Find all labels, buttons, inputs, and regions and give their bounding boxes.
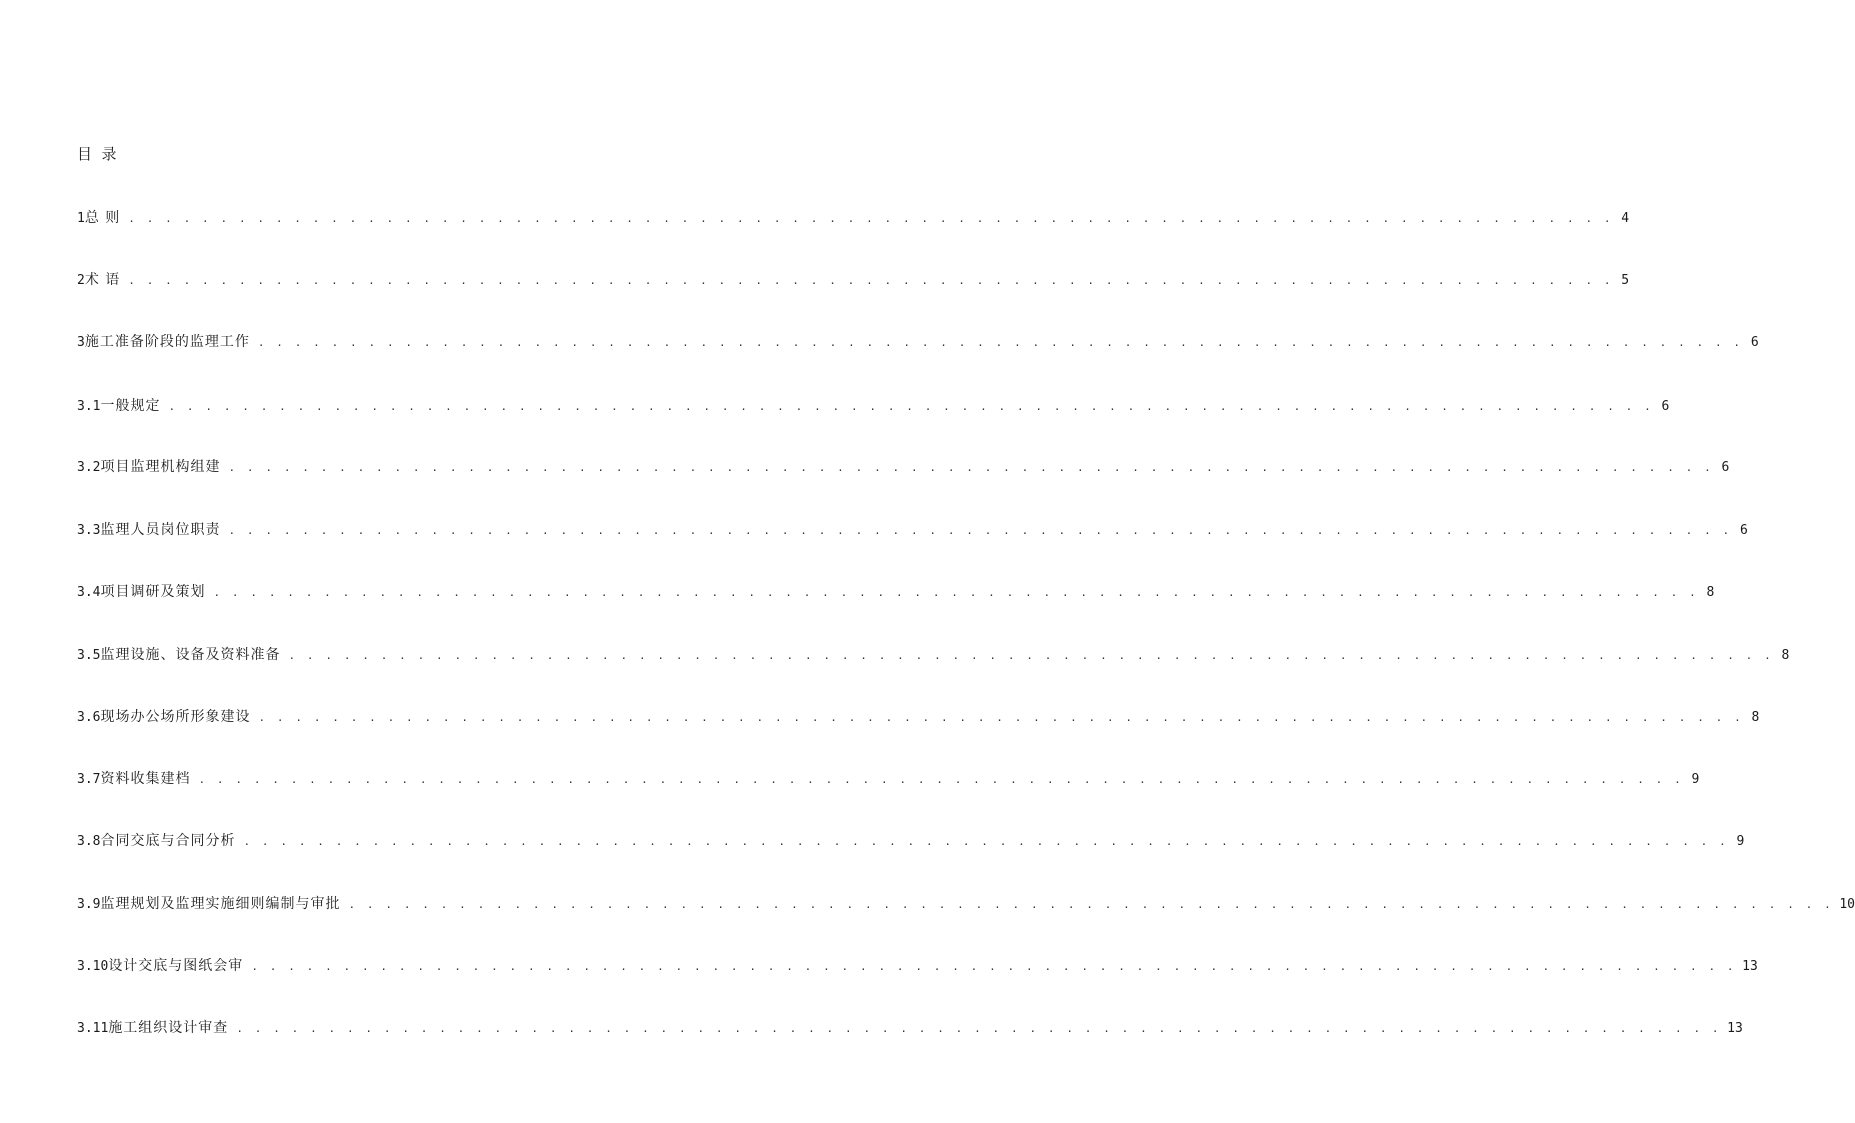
toc-entry-3-7[interactable]	[77, 767, 1700, 791]
toc-entry-page: 6	[1750, 335, 1759, 350]
toc-leader-dots: . . . . . . . . . . . . . . . . . . . . . . . . . . . . . . . . . . . . . . . . . . . . . . . . . . . . . . . . . . . . . . . . . . . . . . . . . . . . . . . . .	[236, 1022, 1722, 1035]
toc-leader-dots: . . . . . . . . . . . . . . . . . . . . . . . . . . . . . . . . . . . . . . . . . . . . . . . . . . . . . . . . . . . . . . . . . . . . . . . . . . . . . . . . .	[348, 898, 1834, 911]
toc-entry-number: 3.4	[77, 585, 101, 600]
toc-entry-number: 3.1	[77, 399, 101, 414]
toc-entry-3-8[interactable]	[77, 829, 1745, 853]
toc-leader-dots: . . . . . . . . . . . . . . . . . . . . . . . . . . . . . . . . . . . . . . . . . . . . . . . . . . . . . . . . . . . . . . . . . . . . . . . . . . . . . . . . .	[128, 274, 1614, 287]
toc-entry-page: 8	[1781, 648, 1790, 663]
toc-leader-dots: . . . . . . . . . . . . . . . . . . . . . . . . . . . . . . . . . . . . . . . . . . . . . . . . . . . . . . . . . . . . . . . . . . . . . . . . . . . . . . . . . .	[228, 524, 1732, 537]
toc-entry-text: 项目监理机构组建	[100, 459, 221, 475]
toc-entry-page: 9	[1691, 772, 1700, 787]
toc-leader-dots: . . . . . . . . . . . . . . . . . . . . . . . . . . . . . . . . . . . . . . . . . . . . . . . . . . . . . . . . . . . . . . . . . . . . . . . . . . . . . . . . .	[213, 586, 1699, 599]
toc-entry-3-2[interactable]	[77, 455, 1730, 479]
toc-entry-number: 3.2	[77, 460, 101, 475]
toc-entry-text: 监理规划及监理实施细则编制与审批	[100, 896, 341, 912]
toc-entry-number: 3.8	[77, 834, 101, 849]
toc-leader-dots: . . . . . . . . . . . . . . . . . . . . . . . . . . . . . . . . . . . . . . . . . . . . . . . . . . . . . . . . . . . . . . . . . . . . . . . . . . . . . . . . .	[128, 212, 1614, 225]
toc-entry-3-6[interactable]	[77, 705, 1760, 729]
toc-entry-number: 2	[77, 273, 85, 288]
toc-entry-3-9[interactable]	[77, 892, 1855, 916]
toc-entry-number: 3	[77, 335, 85, 350]
toc-entry-text: 术 语	[84, 272, 121, 288]
toc-entry-number: 3.11	[77, 1021, 109, 1036]
toc-entry-3-1[interactable]	[77, 394, 1670, 418]
toc-leader-dots: . . . . . . . . . . . . . . . . . . . . . . . . . . . . . . . . . . . . . . . . . . . . . . . . . . . . . . . . . . . . . . . . . . . . . . . . . . . . . . . . .	[198, 773, 1684, 786]
toc-entry-number: 3.5	[77, 648, 101, 663]
toc-entry-text: 合同交底与合同分析	[100, 833, 236, 849]
toc-entry-page: 13	[1727, 1021, 1743, 1036]
toc-entry-3-4[interactable]	[77, 580, 1715, 604]
toc-leader-dots: . . . . . . . . . . . . . . . . . . . . . . . . . . . . . . . . . . . . . . . . . . . . . . . . . . . . . . . . . . . . . . . . . . . . . . . . . . . . . . . . .	[168, 400, 1654, 413]
toc-entry-number: 3.3	[77, 523, 101, 538]
toc-entry-text: 项目调研及策划	[100, 584, 206, 600]
toc-leader-dots: . . . . . . . . . . . . . . . . . . . . . . . . . . . . . . . . . . . . . . . . . . . . . . . . . . . . . . . . . . . . . . . . . . . . . . . . . . . . . . . . .	[243, 835, 1729, 848]
toc-entry-2[interactable]	[77, 268, 1630, 292]
toc-entry-number: 3.10	[77, 959, 109, 974]
toc-entry-page: 6	[1739, 523, 1748, 538]
toc-leader-dots: . . . . . . . . . . . . . . . . . . . . . . . . . . . . . . . . . . . . . . . . . . . . . . . . . . . . . . . . . . . . . . . . . . . . . . . . . . . . . . . . .	[251, 960, 1737, 973]
toc-entry-text: 总 则	[84, 210, 121, 226]
toc-entry-text: 施工准备阶段的监理工作	[84, 334, 250, 350]
toc-entry-text: 资料收集建档	[100, 771, 191, 787]
toc-entry-text: 监理设施、设备及资料准备	[100, 647, 281, 663]
toc-entry-page: 9	[1736, 834, 1745, 849]
toc-entry-3-3[interactable]	[77, 518, 1748, 542]
toc-leader-dots: . . . . . . . . . . . . . . . . . . . . . . . . . . . . . . . . . . . . . . . . . . . . . . . . . . . . . . . . . . . . . . . . . . . . . . . . . . . . . . . . .	[257, 336, 1743, 349]
toc-entry-number: 1	[77, 211, 85, 226]
toc-entry-page: 10	[1839, 897, 1855, 912]
toc-entry-text: 监理人员岗位职责	[100, 522, 221, 538]
toc-entry-text: 一般规定	[100, 398, 161, 414]
toc-entry-page: 8	[1751, 710, 1760, 725]
toc-entry-page: 13	[1742, 959, 1758, 974]
toc-leader-dots: . . . . . . . . . . . . . . . . . . . . . . . . . . . . . . . . . . . . . . . . . . . . . . . . . . . . . . . . . . . . . . . . . . . . . . . . . . . . . . . . .	[258, 711, 1744, 724]
toc-entry-3-5[interactable]	[77, 643, 1790, 667]
toc-entry-page: 5	[1621, 273, 1630, 288]
toc-entry-number: 3.9	[77, 897, 101, 912]
toc-title: 目 录	[77, 145, 117, 163]
toc-entry-text: 现场办公场所形象建设	[100, 709, 251, 725]
toc-entry-text: 设计交底与图纸会审	[108, 958, 244, 974]
toc-entry-1[interactable]	[77, 206, 1630, 230]
toc-entry-3-10[interactable]	[77, 954, 1758, 978]
toc-entry-number: 3.7	[77, 772, 101, 787]
toc-entry-3[interactable]	[77, 330, 1759, 354]
toc-entry-text: 施工组织设计审查	[108, 1020, 229, 1036]
toc-entry-page: 4	[1621, 211, 1630, 226]
toc-entry-page: 6	[1661, 399, 1670, 414]
toc-leader-dots: . . . . . . . . . . . . . . . . . . . . . . . . . . . . . . . . . . . . . . . . . . . . . . . . . . . . . . . . . . . . . . . . . . . . . . . . . . . . . . . . .	[228, 461, 1714, 474]
toc-entry-page: 8	[1706, 585, 1715, 600]
toc-entry-page: 6	[1721, 460, 1730, 475]
toc-entry-3-11[interactable]	[77, 1016, 1743, 1040]
toc-leader-dots: . . . . . . . . . . . . . . . . . . . . . . . . . . . . . . . . . . . . . . . . . . . . . . . . . . . . . . . . . . . . . . . . . . . . . . . . . . . . . . . . .	[288, 649, 1774, 662]
toc-entry-number: 3.6	[77, 710, 101, 725]
